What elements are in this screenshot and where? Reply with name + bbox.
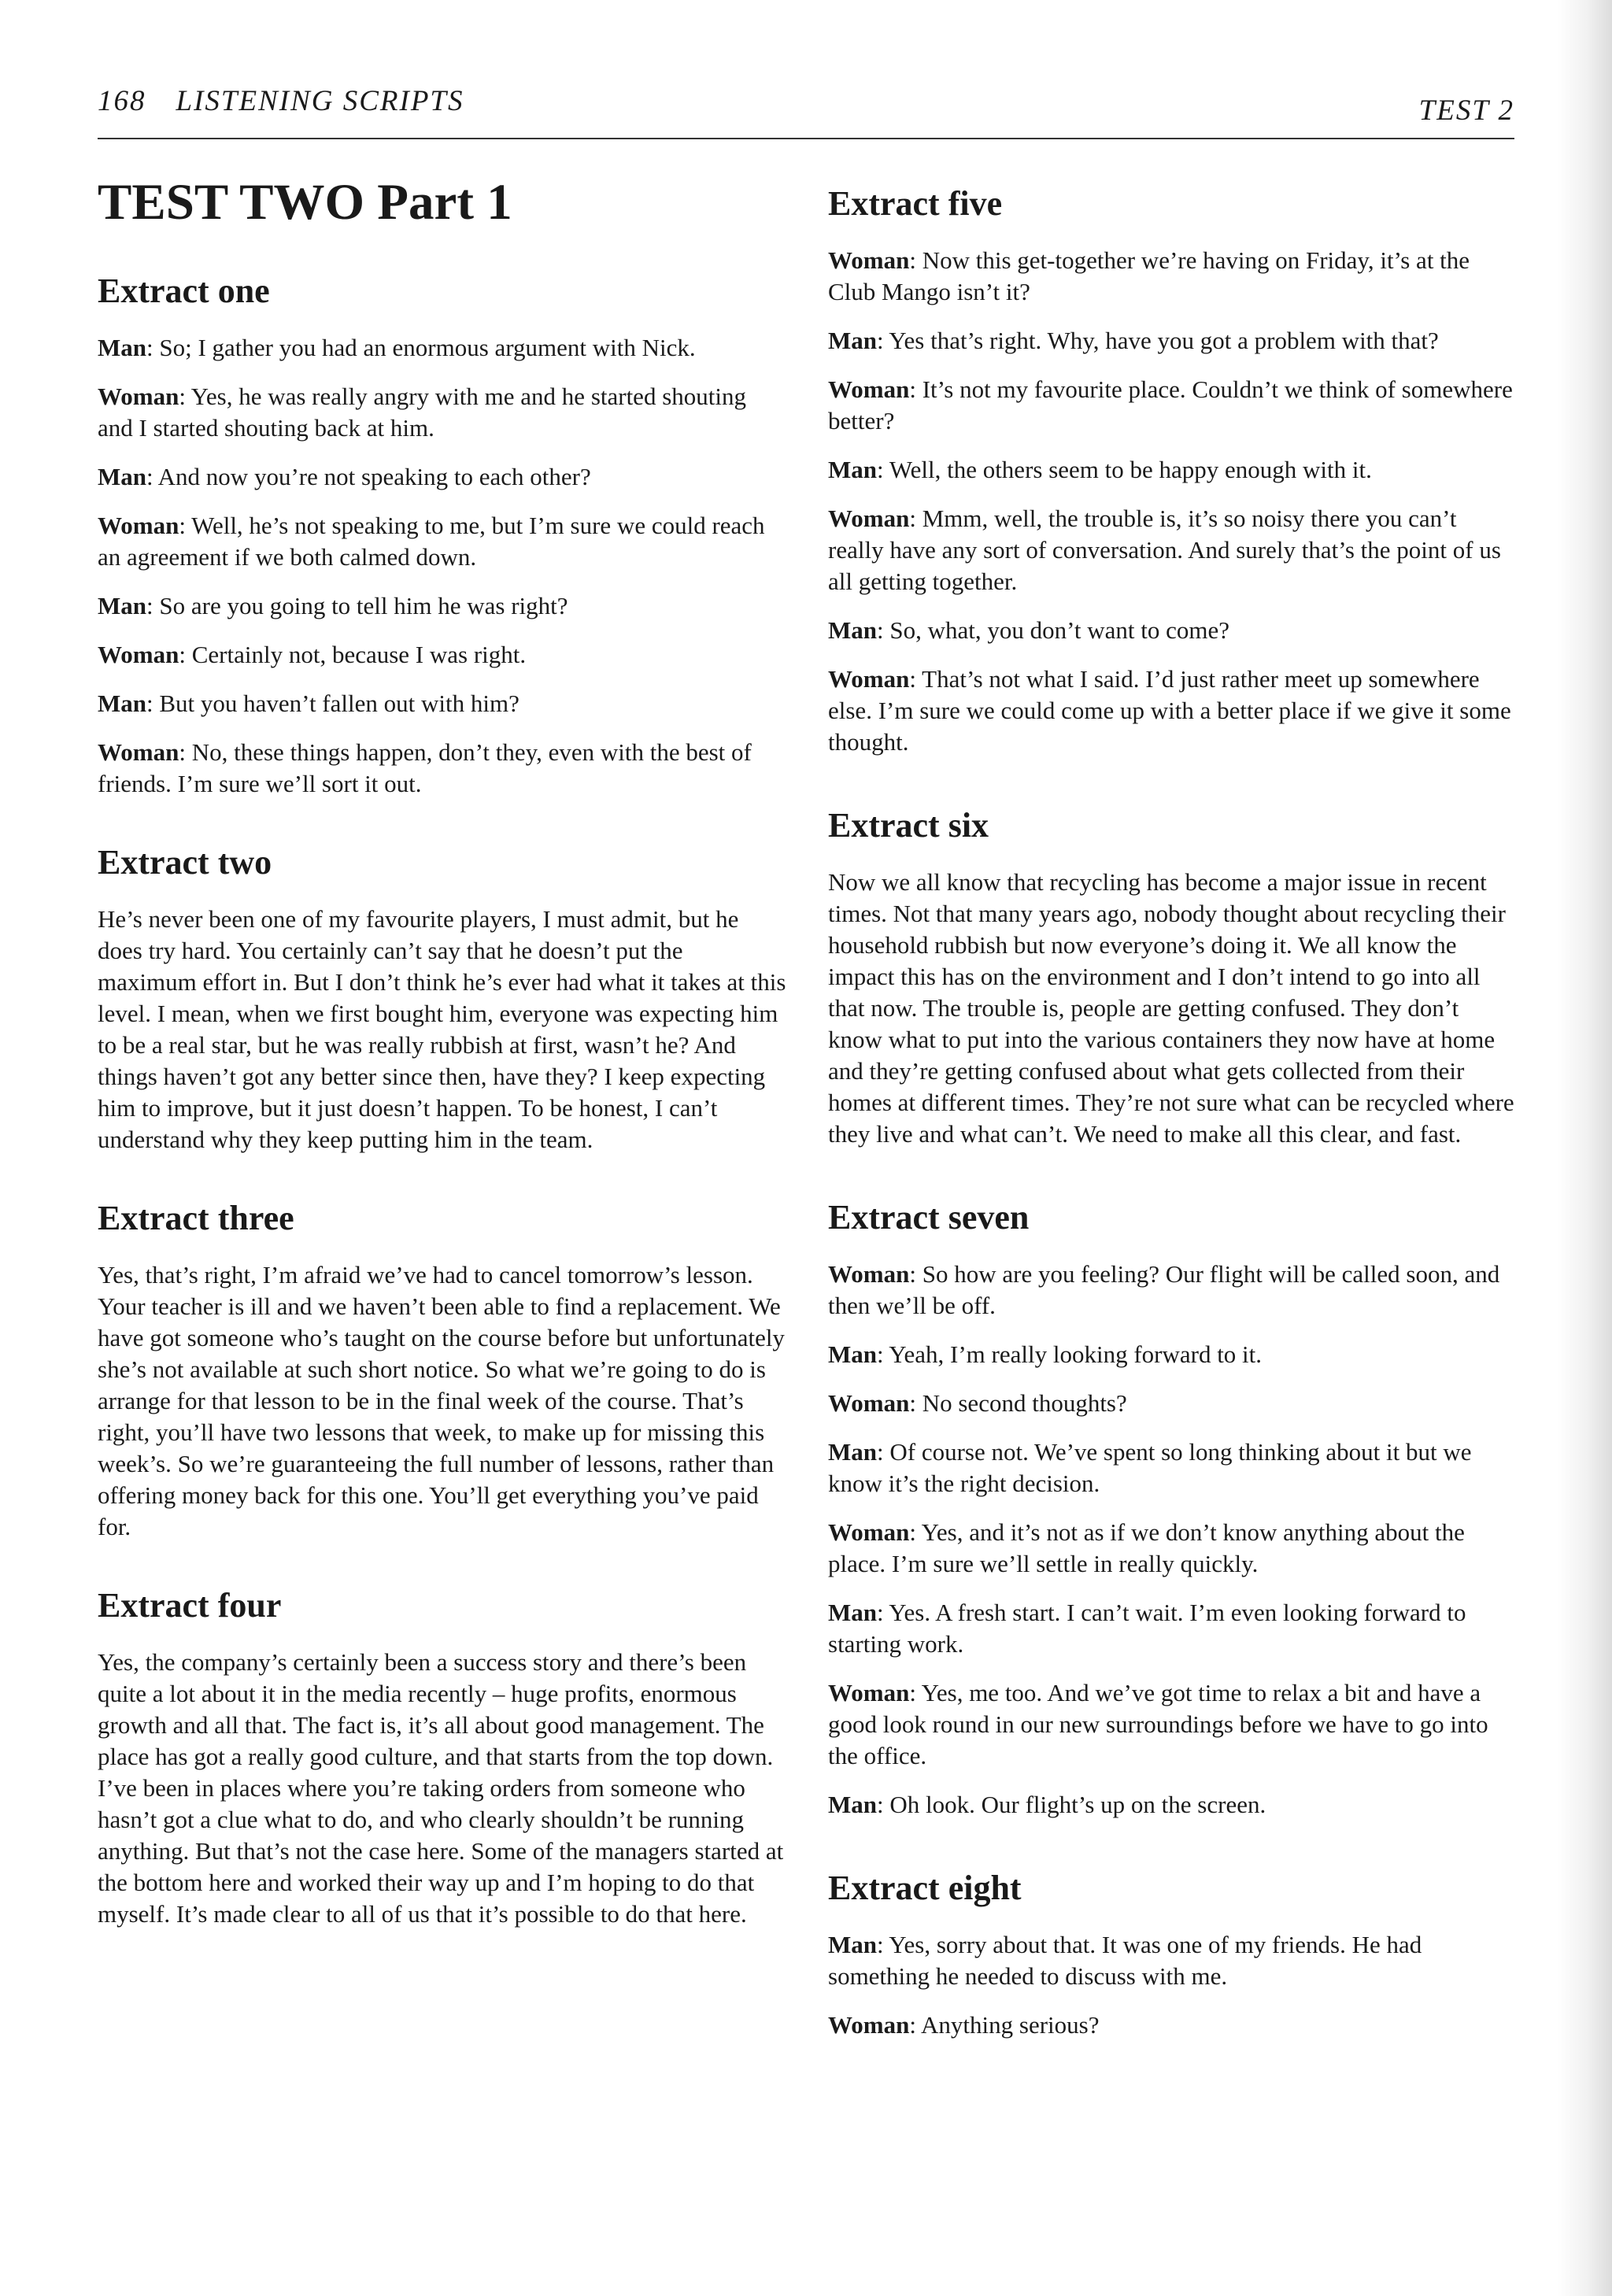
page-edge-shadow (1557, 0, 1612, 2296)
line-text: Now this get-together we’re having on Friday, it’s at the Club Mango isn’t it? (828, 246, 1470, 305)
line-text: Yes, me too. And we’ve got time to relax a bit and have a good look round in our new surroundings before we have to go into the office. (828, 1679, 1488, 1769)
line-text: Of course not. We’ve spent so long thinking about it but we know it’s the right decision. (828, 1438, 1472, 1497)
extract-heading: Extract five (828, 184, 1003, 223)
extract-four (98, 1588, 787, 1930)
speaker-label: Man (828, 1791, 877, 1818)
page-number: 168 (98, 85, 146, 117)
speaker-label: Man (828, 1438, 877, 1466)
line-text: Certainly not, because I was right. (185, 641, 527, 668)
line-text: Well, he’s not speaking to me, but I’m sure we could reach an agreement if we both calmed down. (98, 512, 765, 571)
dialogue-line: Man: Yes. A fresh start. I can’t wait. I’m even looking forward to starting work. (828, 1599, 1466, 1658)
dialogue-line: Man: So, what, you don’t want to come? (828, 616, 1230, 644)
line-text: Yes, and it’s not as if we don’t know anything about the place. I’m sure we’ll settle in really quickly. (828, 1518, 1465, 1577)
extract-heading: Extract one (98, 272, 270, 310)
dialogue-line: Man: So; I gather you had an enormous argument with Nick. (98, 334, 696, 361)
line-text: So how are you feeling? Our flight will be called soon, and then we’ll be off. (828, 1260, 1500, 1319)
speaker-label: Woman (98, 383, 179, 410)
dialogue-line: Woman: It’s not my favourite place. Couldn’t we think of somewhere better? (828, 375, 1513, 434)
speaker-label: Woman (98, 641, 179, 668)
extract-heading: Extract six (828, 806, 989, 845)
line-text: That’s not what I said. I’d just rather meet up somewhere else. I’m sure we could come up with a better place if we give it some thought. (828, 665, 1511, 756)
dialogue-line: Woman: That’s not what I said. I’d just rather meet up somewhere else. I’m sure we could come up with a better place if we give it some thought. (828, 665, 1511, 756)
monologue-text: He’s never been one of my favourite players, I must admit, but he does try hard. You certainly can’t say that he doesn’t put the maximum effort in. But I don’t think he’s ever had what it takes at this level. I mean, when we first bought him, everyone was expecting him to be a real star, but he was really rubbish at first, wasn’t he? And things haven’t got any better since then, have they? I keep expecting him to improve, but it just doesn’t happen. To be honest, I can’t understand why they keep putting him in the team. (98, 905, 786, 1153)
dialogue-line: Woman: No second thoughts? (828, 1389, 1127, 1417)
speaker-label: Woman (828, 246, 910, 274)
extract-heading: Extract four (98, 1586, 282, 1625)
speaker-label: Man (828, 1599, 877, 1626)
line-text: So are you going to tell him he was right? (153, 592, 568, 619)
extract-heading: Extract three (98, 1199, 294, 1237)
speaker-label: Woman (828, 375, 910, 403)
line-text: Yes, he was really angry with me and he started shouting and I started shouting back at him. (98, 383, 746, 442)
speaker-label: Man (828, 1931, 877, 1958)
speaker-label: Woman (828, 1389, 910, 1417)
dialogue-line: Man: Yes, sorry about that. It was one of my friends. He had something he needed to discuss with me. (828, 1931, 1422, 1990)
extract-heading: Extract eight (828, 1869, 1022, 1907)
test-label: TEST 2 (1418, 94, 1514, 127)
extract-seven (828, 1200, 1518, 1821)
speaker-label: Man (98, 463, 146, 490)
speaker-label: Man (828, 456, 877, 483)
right-column (828, 177, 1518, 2091)
dialogue-line: Man: Well, the others seem to be happy enough with it. (828, 456, 1372, 483)
line-text: Yes that’s right. Why, have you got a problem with that? (883, 327, 1439, 354)
speaker-label: Man (98, 334, 146, 361)
line-text: Oh look. Our flight’s up on the screen. (883, 1791, 1266, 1818)
extract-three (98, 1201, 787, 1543)
line-text: Yes. A fresh start. I can’t wait. I’m even looking forward to starting work. (828, 1599, 1466, 1658)
line-text: So; I gather you had an enormous argument with Nick. (153, 334, 696, 361)
extract-two (98, 845, 787, 1155)
dialogue-line: Woman: Certainly not, because I was right. (98, 641, 527, 668)
speaker-label: Man (828, 616, 877, 644)
dialogue-line: Woman: Mmm, well, the trouble is, it’s so noisy there you can’t really have any sort of conversation. And surely that’s the point of us all getting together. (828, 505, 1501, 595)
dialogue-line: Man: But you haven’t fallen out with him? (98, 690, 519, 717)
section-title: LISTENING SCRIPTS (176, 85, 464, 117)
speaker-label: Man (98, 592, 146, 619)
dialogue-line: Man: Yes that’s right. Why, have you got a problem with that? (828, 327, 1439, 354)
extract-heading: Extract two (98, 843, 272, 882)
extract-six (828, 808, 1518, 1150)
extract-one (98, 274, 787, 800)
dialogue-line: Man: Of course not. We’ve spent so long thinking about it but we know it’s the right decision. (828, 1438, 1472, 1497)
speaker-label: Woman (98, 512, 179, 539)
dialogue-line: Woman: Well, he’s not speaking to me, but I’m sure we could reach an agreement if we both calmed down. (98, 512, 765, 571)
dialogue-line: Woman: Yes, and it’s not as if we don’t know anything about the place. I’m sure we’ll settle in really quickly. (828, 1518, 1465, 1577)
speaker-label: Woman (828, 2011, 910, 2039)
extract-five (828, 184, 1518, 758)
dialogue-line: Woman: Anything serious? (828, 2011, 1100, 2039)
line-text: No second thoughts? (915, 1389, 1127, 1417)
page-title: TEST TWO Part 1 (98, 174, 512, 231)
speaker-label: Woman (98, 738, 179, 766)
line-text: Yeah, I’m really looking forward to it. (883, 1340, 1263, 1368)
dialogue-line: Woman: Now this get-together we’re having on Friday, it’s at the Club Mango isn’t it? (828, 246, 1470, 305)
speaker-label: Woman (828, 1518, 910, 1546)
line-text: It’s not my favourite place. Couldn’t we think of somewhere better? (828, 375, 1513, 434)
extract-eight (828, 1871, 1518, 2041)
speaker-label: Man (828, 1340, 877, 1368)
dialogue-line: Man: And now you’re not speaking to each other? (98, 463, 591, 490)
monologue-text: Yes, the company’s certainly been a success story and there’s been quite a lot about it in the media recently – huge profits, enormous growth and all that. The fact is, it’s all about good management. The place has got a really good culture, and that starts from the top down. I’ve been in places where you’re taking orders from someone who hasn’t got a clue what to do, and who clearly shouldn’t be running anything. But that’s not the case here. Some of the managers started at the bottom here and worked their way up and I’m hoping to do that myself. It’s made clear to all of us that it’s possible to do that here. (98, 1648, 784, 1928)
speaker-label: Woman (828, 1260, 910, 1288)
speaker-label: Woman (828, 1679, 910, 1706)
dialogue-line: Woman: Yes, he was really angry with me and he started shouting and I started shouting back at him. (98, 383, 746, 442)
dialogue-line: Man: Yeah, I’m really looking forward to it. (828, 1340, 1263, 1368)
line-text: So, what, you don’t want to come? (883, 616, 1230, 644)
monologue-text: Now we all know that recycling has become a major issue in recent times. Not that many years ago, nobody thought about recycling their household rubbish but now everyone’s doing it. We all know the impact this has on the environment and I don’t intend to go into all that now. The trouble is, people are getting confused. They don’t know what to put into the various containers they now have at home and they’re getting confused about what gets collected from their homes at different times. They’re not sure what can be recycled where they live and what can’t. We need to make all this clear, and fast. (828, 868, 1514, 1148)
speaker-label: Woman (828, 665, 910, 693)
extract-heading: Extract seven (828, 1198, 1030, 1237)
line-text: But you haven’t fallen out with him? (153, 690, 519, 717)
speaker-label: Woman (828, 505, 910, 532)
header-left (98, 84, 464, 118)
line-text: And now you’re not speaking to each other? (153, 463, 591, 490)
dialogue-line: Man: So are you going to tell him he was right? (98, 592, 568, 619)
speaker-label: Man (828, 327, 877, 354)
line-text: Yes, sorry about that. It was one of my friends. He had something he needed to discuss with me. (828, 1931, 1422, 1990)
line-text: Mmm, well, the trouble is, it’s so noisy there you can’t really have any sort of conversation. And surely that’s the point of us all getting together. (828, 505, 1501, 595)
dialogue-line: Woman: No, these things happen, don’t they, even with the best of friends. I’m sure we’ll sort it out. (98, 738, 752, 797)
dialogue-line: Man: Oh look. Our flight’s up on the screen. (828, 1791, 1266, 1818)
dialogue-line: Woman: So how are you feeling? Our flight will be called soon, and then we’ll be off. (828, 1260, 1500, 1319)
running-header (98, 75, 1514, 139)
left-column (98, 174, 787, 1976)
line-text: Well, the others seem to be happy enough with it. (883, 456, 1372, 483)
speaker-label: Man (98, 690, 146, 717)
line-text: Anything serious? (915, 2011, 1100, 2039)
line-text: No, these things happen, don’t they, even with the best of friends. I’m sure we’ll sort it out. (98, 738, 752, 797)
dialogue-line: Woman: Yes, me too. And we’ve got time to relax a bit and have a good look round in our new surroundings before we have to go into the office. (828, 1679, 1488, 1769)
monologue-text: Yes, that’s right, I’m afraid we’ve had to cancel tomorrow’s lesson. Your teacher is ill and we haven’t been able to find a replacement. We have got someone who’s taught on the course before but unfortunately she’s not available at such short notice. So what we’re going to do is arrange for that lesson to be in the final week of the course. That’s right, you’ll have two lessons that week, to make up for missing this week’s. So we’re guaranteeing the full number of lessons, rather than offering money back for this one. You’ll get everything you’ve paid for. (98, 1261, 785, 1540)
